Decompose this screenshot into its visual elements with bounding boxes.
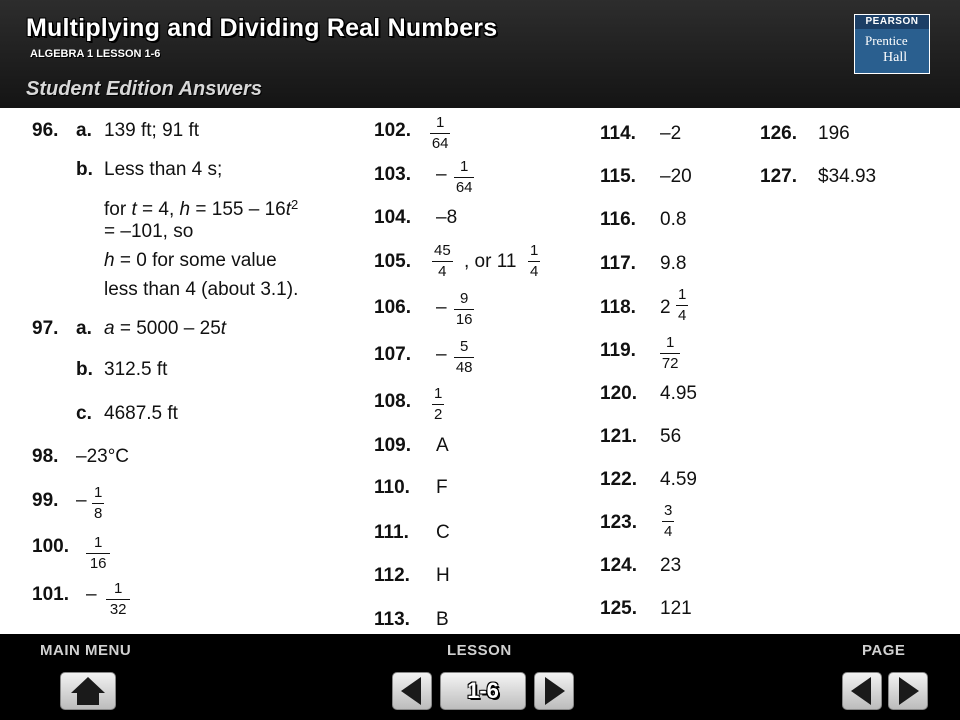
answer-number: 126. [760, 123, 797, 144]
home-icon [61, 673, 115, 709]
page-label: PAGE [862, 642, 906, 659]
answer-text: 23 [660, 555, 682, 576]
answer-text: Less than 4 s; [104, 159, 223, 180]
answer-number: 100. [32, 536, 69, 557]
answer-text-line: h = 0 for some value [104, 250, 277, 271]
triangle-left-icon [393, 673, 431, 709]
next-lesson-button[interactable] [534, 672, 574, 710]
sign: – [436, 164, 447, 185]
answer-text: 56 [660, 426, 682, 447]
answer-number: 124. [600, 555, 637, 576]
previous-page-button[interactable] [842, 672, 882, 710]
answer-text: C [436, 522, 450, 543]
logo-line-2: Hall [883, 50, 908, 65]
answer-number: 96. [32, 120, 59, 141]
answer-number: 115. [600, 166, 636, 187]
answer-number: 107. [374, 344, 411, 365]
next-page-button[interactable] [888, 672, 928, 710]
answer-number: 108. [374, 391, 411, 412]
answer-number: 99. [32, 490, 59, 511]
answer-text: 4687.5 ft [104, 403, 178, 424]
fraction: $\frac{1}{64}$ [455, 158, 473, 196]
answer-text: 0.8 [660, 209, 687, 230]
triangle-right-icon [889, 673, 927, 709]
triangle-right-icon [535, 673, 573, 709]
fraction: $\frac{1}{4}$ [530, 242, 539, 280]
answer-text: –23°C [76, 446, 130, 467]
answer-text: A [436, 435, 449, 456]
answer-number: 119. [600, 340, 636, 361]
sign: – [76, 490, 87, 511]
lesson-subtitle: ALGEBRA 1 LESSON 1-6 [30, 48, 161, 60]
answer-text: –8 [436, 207, 458, 228]
answer-text: B [436, 609, 449, 630]
answer-number: 106. [374, 297, 411, 318]
answer-text: 4.59 [660, 469, 697, 490]
answer-number: 127. [760, 166, 797, 187]
previous-lesson-button[interactable] [392, 672, 432, 710]
answer-number: 123. [600, 512, 637, 533]
answer-text: , or 11 [464, 251, 517, 272]
triangle-left-icon [843, 673, 881, 709]
answer-text: a = 5000 – 25t [104, 318, 227, 339]
part-label: a. [76, 318, 92, 339]
answer-text: $34.93 [818, 166, 877, 187]
answer-text: –2 [660, 123, 682, 144]
fraction: $\frac{9}{16}$ [455, 290, 473, 328]
answer-number: 116. [600, 209, 636, 230]
sign: – [86, 584, 97, 605]
answer-text: 121 [660, 598, 692, 619]
part-label: a. [76, 120, 92, 141]
answer-text: 196 [818, 123, 850, 144]
header [0, 0, 960, 108]
answer-number: 98. [32, 446, 59, 467]
answer-number: 122. [600, 469, 637, 490]
fraction: $\frac{1}{72}$ [661, 334, 679, 372]
whole-number: 2 [660, 297, 671, 318]
home-button[interactable] [60, 672, 116, 710]
answers-area [0, 108, 960, 634]
answer-text-line: less than 4 (about 3.1). [104, 279, 299, 300]
answer-number: 113. [374, 609, 410, 630]
answer-text: H [436, 565, 450, 586]
answer-number: 109. [374, 435, 411, 456]
fraction: $\frac{1}{32}$ [106, 580, 130, 619]
answer-number: 114. [600, 123, 636, 144]
answer-number: 118. [600, 297, 636, 318]
section-title: Student Edition Answers [26, 78, 262, 100]
fraction: $\frac{45}{4}$ [434, 242, 451, 280]
answer-number: 103. [374, 164, 411, 185]
logo-pearson: PEARSON [855, 15, 929, 29]
answer-number: 111. [374, 522, 409, 543]
answer-number: 104. [374, 207, 411, 228]
fraction: $\frac{3}{4}$ [664, 502, 673, 540]
main-menu-label: MAIN MENU [40, 642, 132, 659]
answer-number: 110. [374, 477, 410, 498]
answer-number: 97. [32, 318, 59, 339]
answer-text: F [436, 477, 448, 498]
fraction: $\frac{1}{4}$ [678, 286, 687, 324]
fraction: $\frac{1}{8}$ [94, 484, 103, 522]
lesson-number-badge: 1-6 [440, 672, 526, 710]
answer-text: 312.5 ft [104, 359, 168, 380]
answer-number: 101. [32, 584, 69, 605]
logo-line-1: Prentice [865, 33, 908, 48]
answer-text: 9.8 [660, 253, 687, 274]
answer-number: 105. [374, 251, 411, 272]
fraction: $\frac{1}{2}$ [434, 385, 443, 423]
sign: – [436, 344, 447, 365]
answer-text-line: = –101, so [104, 221, 194, 242]
part-label: b. [76, 159, 93, 180]
fraction: $\frac{5}{48}$ [455, 338, 473, 376]
part-label: c. [76, 403, 92, 424]
fraction: $\frac{1}{64}$ [431, 114, 449, 152]
lesson-label: LESSON [447, 642, 512, 659]
page-title: Multiplying and Dividing Real Numbers [26, 14, 498, 42]
fraction: $\frac{1}{16}$ [86, 534, 110, 573]
answer-text: 139 ft; 91 ft [104, 120, 200, 141]
answer-text: –20 [660, 166, 692, 187]
answer-number: 112. [374, 565, 410, 586]
pearson-prentice-hall-logo [854, 14, 930, 74]
navigation-bar [0, 634, 960, 720]
sign: – [436, 297, 447, 318]
answer-number: 121. [600, 426, 637, 447]
answer-number: 125. [600, 598, 637, 619]
answer-text-line: for t = 4, $h = 155 - 16t^2$ [104, 197, 299, 220]
answer-number: 120. [600, 383, 637, 404]
answer-number: 102. [374, 120, 411, 141]
answer-text: 4.95 [660, 383, 697, 404]
part-label: b. [76, 359, 93, 380]
answer-number: 117. [600, 253, 636, 274]
